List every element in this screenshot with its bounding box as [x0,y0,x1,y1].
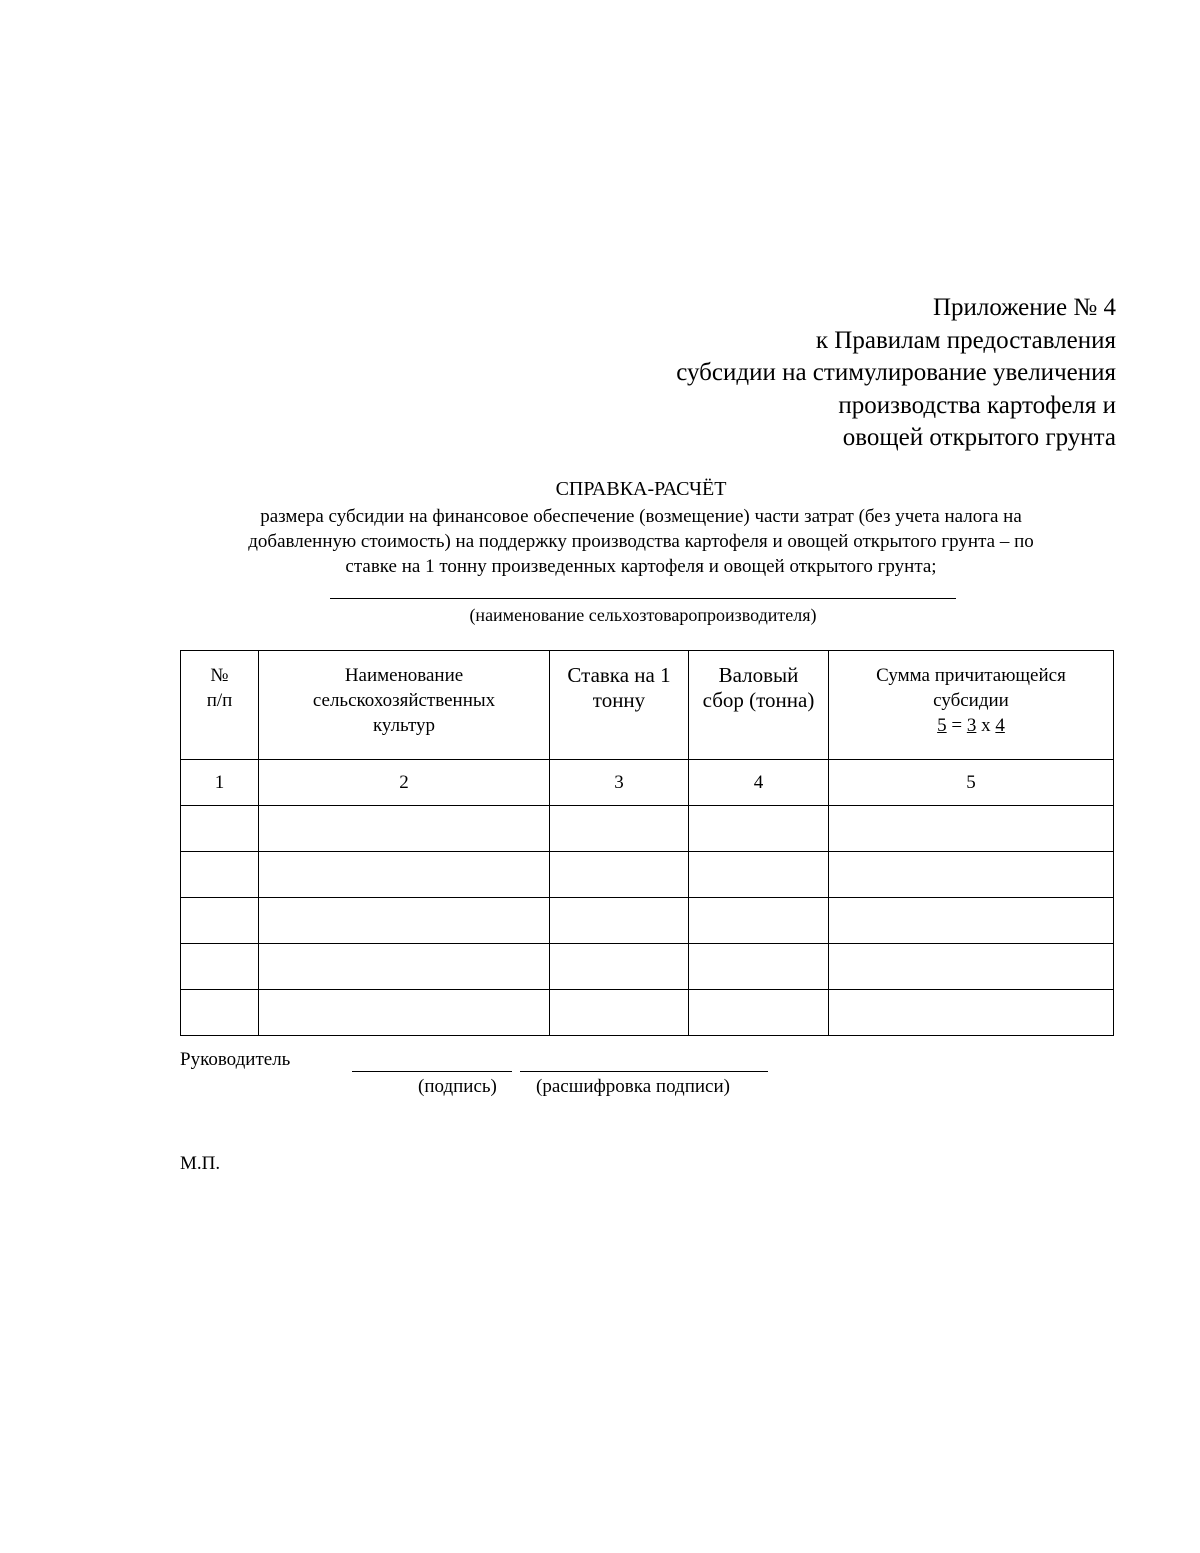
stamp-place: М.П. [180,1153,221,1174]
header-num [181,651,259,760]
table-row [181,944,1114,990]
table-header-row [181,651,1114,760]
header-crop-line: сельскохозяйственных [312,690,496,711]
table-cell[interactable] [829,990,1114,1036]
table-cell[interactable] [181,990,259,1036]
formula-result: 5 [937,715,947,736]
signature-line[interactable] [352,1071,512,1072]
header-harvest [689,651,829,760]
table-cell[interactable] [829,852,1114,898]
subtitle-line: размера субсидии на финансовое обеспечение (возмещение) части затрат (без учета налога на [260,506,1022,527]
signature-caption: (подпись) [418,1076,497,1097]
table-row [181,806,1114,852]
table-cell[interactable] [259,852,550,898]
producer-name-line[interactable] [330,598,956,599]
header-sum-line: субсидии [933,690,1009,711]
table-cell[interactable] [689,898,829,944]
header-num-line: № [210,665,229,686]
table-row [181,852,1114,898]
table-cell[interactable] [550,898,689,944]
table-cell[interactable] [181,898,259,944]
table-cell[interactable] [689,990,829,1036]
formula-times: х [976,715,996,736]
signature-decode-line[interactable] [520,1071,768,1072]
table-cell[interactable] [689,852,829,898]
table-cell[interactable] [550,806,689,852]
table-cell[interactable] [181,944,259,990]
appendix-line: овощей открытого грунта [842,424,1116,451]
column-number: 1 [181,760,259,806]
header-crop-name [259,651,550,760]
appendix-line: Приложение № 4 [932,294,1116,321]
table-cell[interactable] [550,852,689,898]
table-cell[interactable] [550,990,689,1036]
header-subsidy-sum [829,651,1114,760]
header-crop-line: Наименование [344,665,464,686]
table-cell[interactable] [689,944,829,990]
header-num-line: п/п [206,690,233,711]
document-title: СПРАВКА-РАСЧЁТ [555,478,727,500]
header-rate-line: Ставка на 1 [567,663,671,687]
table-cell[interactable] [259,806,550,852]
table-cell[interactable] [829,898,1114,944]
signature-decode-caption: (расшифровка подписи) [536,1076,730,1097]
table-cell[interactable] [829,806,1114,852]
table-cell[interactable] [829,944,1114,990]
appendix-line: субсидии на стимулирование увеличения [676,359,1116,386]
header-harvest-line: сбор (тонна) [702,688,815,712]
column-number: 5 [829,760,1114,806]
header-crop-line: культур [372,715,436,736]
subtitle-line: добавленную стоимость) на поддержку производства картофеля и овощей открытого грунта – по [248,531,1034,552]
header-harvest-line: Валовый [718,663,799,687]
table-cell[interactable] [259,898,550,944]
table-cell[interactable] [689,806,829,852]
appendix-line: к Правилам предоставления [815,326,1116,354]
appendix-line: производства картофеля и [838,391,1116,419]
document-subtitle [150,504,1132,579]
table-cell[interactable] [181,852,259,898]
table-cell[interactable] [181,806,259,852]
formula-operand-b: 4 [995,715,1005,736]
column-number: 2 [259,760,550,806]
formula-operand-a: 3 [966,715,977,736]
formula-equals: = [946,715,967,736]
column-number: 3 [550,760,689,806]
table-cell[interactable] [550,944,689,990]
column-number: 4 [689,760,829,806]
header-sum-formula [829,713,1113,738]
table-cell[interactable] [259,944,550,990]
subtitle-line: ставке на 1 тонну произведенных картофеля и овощей открытого грунта; [345,556,937,577]
head-label: Руководитель [180,1049,291,1070]
producer-name-caption: (наименование сельхозтоваропроизводителя) [469,605,817,625]
table-row [181,990,1114,1036]
column-number-row [181,760,1114,806]
subsidy-table [180,650,1114,1036]
header-rate [550,651,689,760]
header-rate-line: тонну [592,688,646,712]
header-sum-line: Сумма причитающейся [876,665,1066,686]
table-cell[interactable] [259,990,550,1036]
appendix-header [476,292,1116,455]
table-row [181,898,1114,944]
